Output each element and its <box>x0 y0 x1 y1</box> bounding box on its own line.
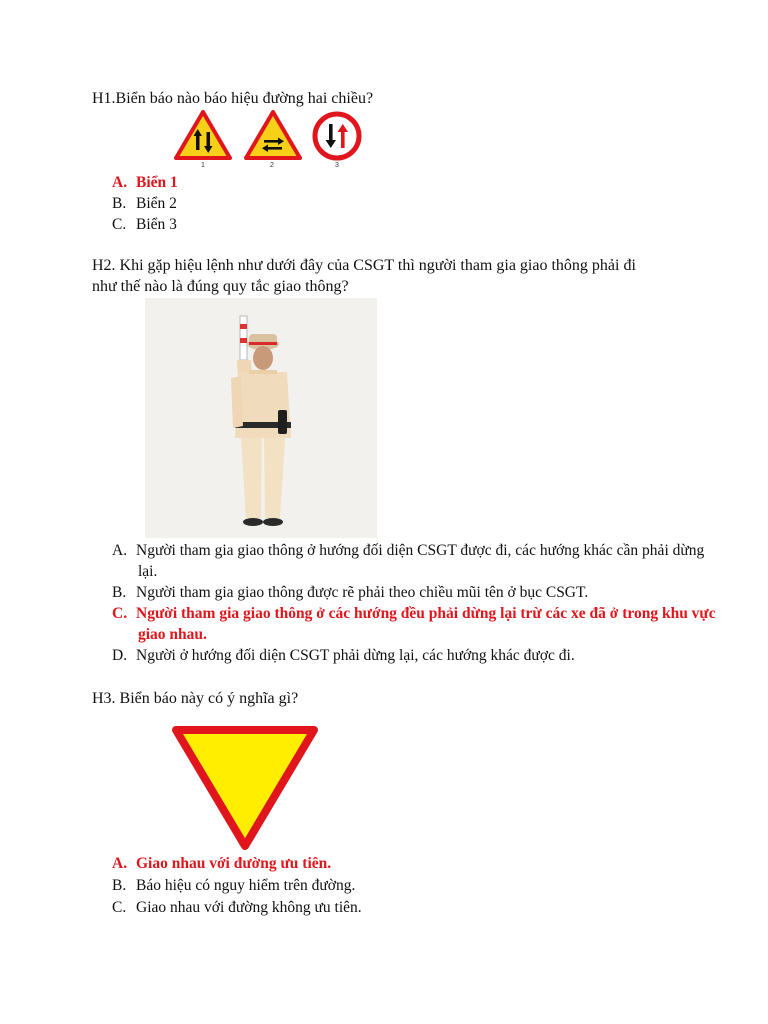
question-3-option-c[interactable]: C. Giao nhau với đường không ưu tiên. <box>112 899 362 916</box>
question-1-option-b[interactable]: B. Biển 2 <box>112 195 177 212</box>
traffic-police-photo <box>145 298 377 538</box>
question-2-title-line-2: như thế nào là đúng quy tắc giao thông? <box>92 278 349 295</box>
two-way-traffic-sign-1-icon <box>174 110 232 160</box>
question-3-option-a[interactable]: A. Giao nhau với đường ưu tiên. <box>112 855 332 872</box>
yield-sign-icon <box>172 726 318 850</box>
two-way-traffic-sign-2-icon <box>244 110 302 160</box>
sign-number-2: 2 <box>270 162 274 169</box>
sign-number-1: 1 <box>201 162 205 169</box>
question-2-option-b[interactable]: B. Người tham gia giao thông được rẽ phải theo chiều mũi tên ở bục CSGT. <box>112 584 589 601</box>
question-2-title-line-1: H2. Khi gặp hiệu lệnh như dưới đây của CSGT thì người tham gia giao thông phải đi <box>92 257 636 274</box>
question-3-option-b[interactable]: B. Báo hiệu có nguy hiểm trên đường. <box>112 877 356 894</box>
oncoming-traffic-priority-sign-icon <box>312 111 362 161</box>
question-1-option-a[interactable]: A. Biển 1 <box>112 174 178 191</box>
question-2-option-a[interactable]: A. Người tham gia giao thông ở hướng đối diện CSGT được đi, các hướng khác cần phải dừng lại. <box>112 542 705 580</box>
question-1-title: H1.Biển báo nào báo hiệu đường hai chiều? <box>92 90 374 107</box>
sign-number-3: 3 <box>335 162 339 169</box>
question-1-option-c[interactable]: C. Biển 3 <box>112 216 177 233</box>
question-2-option-c[interactable]: C. Người tham gia giao thông ở các hướng đều phải dừng lại trừ các xe đã ở trong khu vực giao nhau. <box>112 605 716 643</box>
question-2-option-d[interactable]: D. Người ở hướng đối diện CSGT phải dừng lại, các hướng khác được đi. <box>112 647 575 664</box>
question-3-title: H3. Biển báo này có ý nghĩa gì? <box>92 690 299 707</box>
